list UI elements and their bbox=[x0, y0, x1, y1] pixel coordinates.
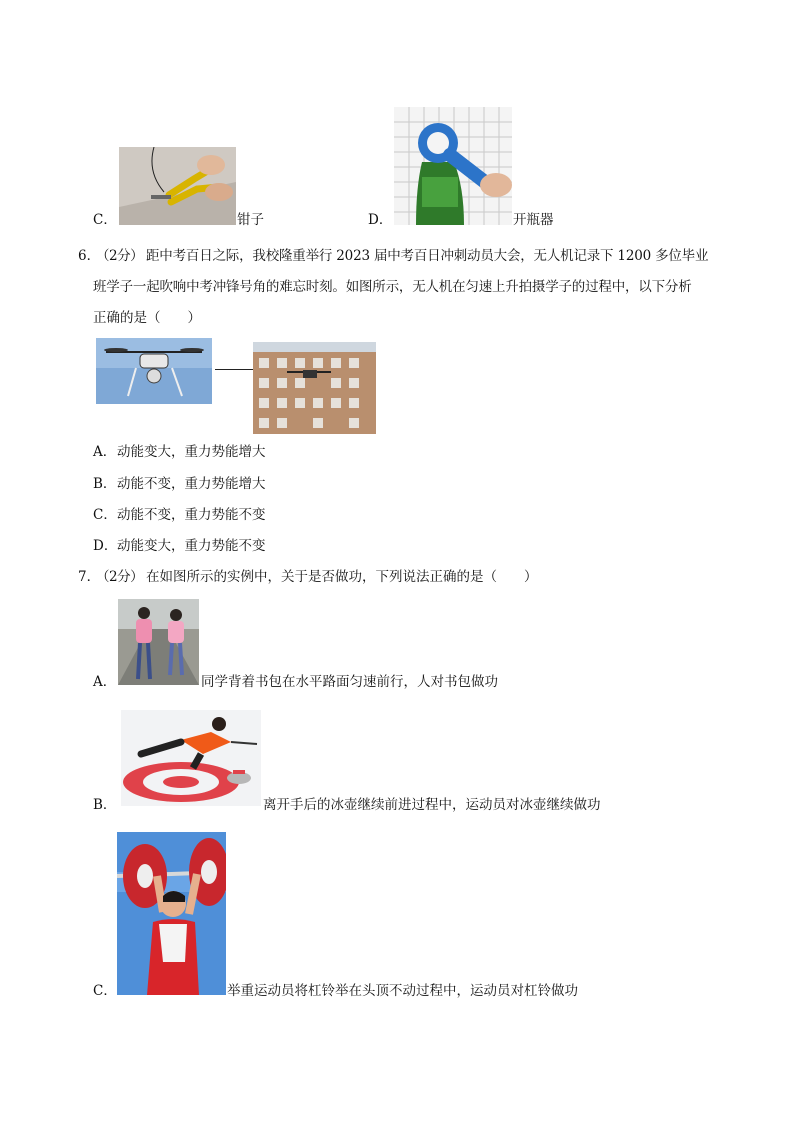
q6-option-c-letter: C． bbox=[93, 507, 117, 523]
q7-option-c-letter: C． bbox=[93, 983, 117, 999]
q7-option-a-text: 同学背着书包在水平路面匀速前行，人对书包做功 bbox=[201, 674, 498, 690]
q6-stem-line-1: 距中考百日之际，我校隆重举行 2023 届中考百日冲刺动员大会，无人机记录下 1200 多位毕业 bbox=[146, 248, 709, 264]
q6-option-c-text: 动能不变，重力势能不变 bbox=[117, 507, 266, 523]
q6-option-b-text: 动能不变，重力势能增大 bbox=[117, 476, 266, 492]
q6-score: （2分） bbox=[96, 248, 144, 264]
q5-option-d-caption: 开瓶器 bbox=[513, 212, 554, 228]
q6-stem-line-3: 正确的是（ ） bbox=[93, 310, 201, 326]
q7-option-c-text: 举重运动员将杠铃举在头顶不动过程中，运动员对杠铃做功 bbox=[227, 983, 578, 999]
drone-closeup-image bbox=[96, 338, 212, 404]
q6-option-b-letter: B． bbox=[93, 476, 117, 492]
callout-line bbox=[215, 369, 255, 370]
q6-number: 6． bbox=[78, 248, 101, 264]
q6-option-d-letter: D． bbox=[93, 538, 118, 554]
q5-option-c-caption: 钳子 bbox=[237, 212, 264, 228]
curling-image bbox=[121, 710, 261, 806]
q6-stem-line-2: 班学子一起吹响中考冲锋号角的难忘时刻。如图所示，无人机在匀速上升拍摄学子的过程中，以下分析 bbox=[93, 279, 692, 295]
q6-option-d-text: 动能变大，重力势能不变 bbox=[117, 538, 266, 554]
q7-number: 7． bbox=[78, 569, 101, 585]
q7-option-a-letter: A． bbox=[93, 674, 117, 690]
q7-stem: 在如图所示的实例中，关于是否做功，下列说法正确的是（ ） bbox=[146, 569, 538, 585]
q5-option-c-letter: C． bbox=[93, 212, 117, 228]
q5-option-d-letter: D． bbox=[368, 212, 393, 228]
q6-option-a-letter: A． bbox=[93, 444, 117, 460]
q7-score: （2分） bbox=[96, 569, 144, 585]
drone-over-building-image bbox=[253, 342, 376, 434]
q7-option-b-text: 离开手后的冰壶继续前进过程中，运动员对冰壶继续做功 bbox=[263, 797, 601, 813]
students-backpacks-image bbox=[118, 599, 199, 685]
bottle-opener-image bbox=[394, 107, 512, 225]
q6-option-a-text: 动能变大，重力势能增大 bbox=[117, 444, 266, 460]
q7-option-b-letter: B． bbox=[93, 797, 117, 813]
pliers-image bbox=[119, 147, 236, 225]
weightlifter-image bbox=[117, 832, 226, 995]
